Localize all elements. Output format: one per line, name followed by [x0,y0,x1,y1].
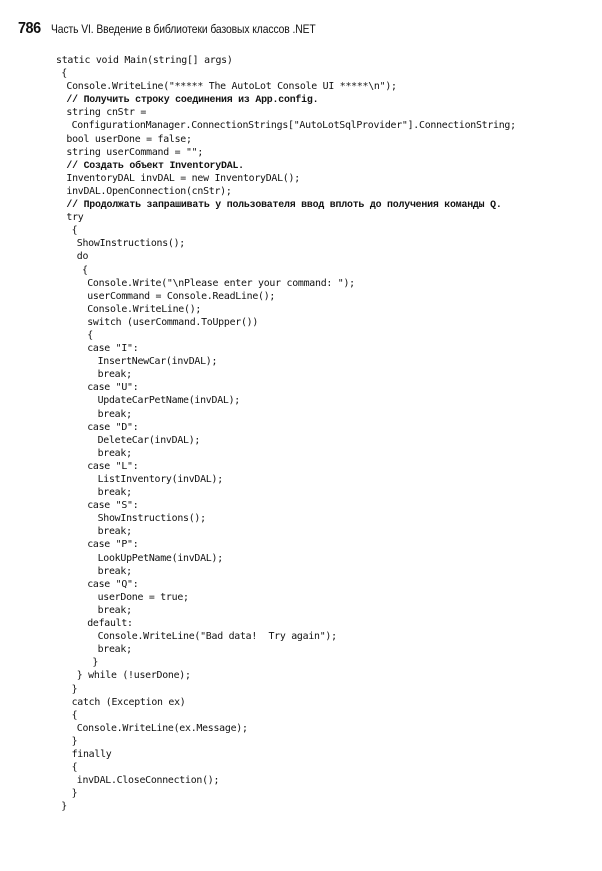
code-line: { [82,264,88,276]
code-line: } [71,735,78,747]
code-line: case "Q": [87,578,139,590]
code-comment-line: // Создать объект InventoryDAL. [66,159,244,171]
code-line: ListInventory(invDAL); [97,474,223,485]
code-line: Console.Write("\nPlease enter your command: "); [87,277,355,289]
code-line: Console.WriteLine("***** The AutoLot Console UI *****\n"); [66,81,397,93]
code-line: switch (userCommand.ToUpper()) [87,316,259,328]
code-line: break; [97,447,132,459]
code-line: ShowInstructions(); [76,238,186,250]
code-line: break; [97,487,132,499]
code-line: break; [97,565,132,577]
code-line: InsertNewCar(invDAL); [97,356,218,368]
code-comment-line: // Получить строку соединения из App.config. [66,94,319,106]
code-line: default: [87,618,133,630]
code-line: break; [97,369,132,381]
code-line: try [66,212,84,224]
code-line: do [76,251,89,263]
page-header [18,20,359,42]
code-line: userCommand = Console.ReadLine(); [87,290,276,302]
code-line: case "I": [87,343,139,355]
code-line: InventoryDAL invDAL = new InventoryDAL(); [66,172,300,184]
code-line: } [71,683,78,695]
code-line: { [87,329,93,341]
code-line: { [61,68,67,80]
code-line: string userCommand = ""; [66,146,204,158]
code-line: userDone = true; [97,591,189,603]
code-line: { [71,225,78,237]
code-line: case "L": [87,460,139,472]
running-title: Часть VI. Введение в библиотеки базовых классов .NET [51,22,316,36]
code-line: { [71,709,78,721]
code-line: case "U": [87,382,139,394]
code-line: break; [97,526,132,538]
code-line: ShowInstructions(); [97,513,206,525]
code-line: Console.WriteLine(ex.Message); [76,722,248,734]
code-line: case "D": [87,421,139,433]
code-line: } [71,788,78,800]
code-line: finally [71,748,112,760]
code-listing [56,54,516,813]
code-line: } [61,801,67,813]
code-line: bool userDone = false; [66,133,192,145]
code-line: static void Main(string[] args) [56,55,233,66]
code-line: { [71,762,78,774]
code-line: break; [97,604,132,616]
code-line: invDAL.CloseConnection(); [76,775,220,787]
code-line: LookUpPetName(invDAL); [97,552,223,564]
code-line: case "S": [87,500,139,512]
code-line: break; [97,644,132,656]
code-line: catch (Exception ex) [71,696,186,708]
code-line: } [92,657,99,669]
code-line: } while (!userDone); [76,670,191,682]
code-line: string cnStr = [66,107,147,119]
code-comment-line: // Продолжать запрашивать у пользователя ввод вплоть до получения команды Q. [66,199,502,211]
code-line: DeleteCar(invDAL); [97,434,201,446]
code-line: case "P": [87,539,139,551]
page-number: 786 [18,20,41,37]
code-line: break; [97,408,132,420]
code-line: Console.WriteLine(); [87,303,202,315]
code-line: ConfigurationManager.ConnectionStrings["AutoLotSqlProvider"].ConnectionString; [71,120,516,132]
code-line: UpdateCarPetName(invDAL); [97,395,240,407]
code-line: Console.WriteLine("Bad data! Try again"); [97,631,337,643]
code-line: invDAL.OpenConnection(cnStr); [66,185,232,197]
